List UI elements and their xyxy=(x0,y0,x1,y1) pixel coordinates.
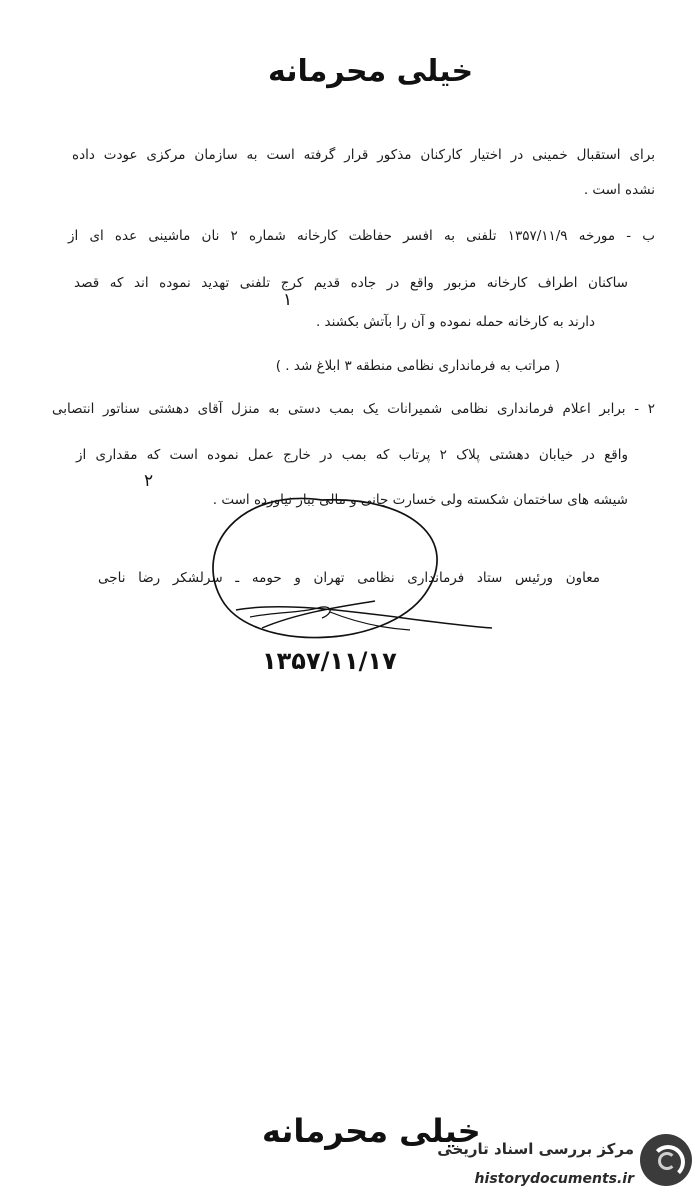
handwritten-mark-1: ۱ xyxy=(283,290,293,310)
logo-inner-swirl-icon xyxy=(658,1152,676,1170)
handwritten-date: ۱۳۵۷/۱۱/۱۷ xyxy=(262,647,397,675)
document-line-2: نشده است . xyxy=(583,182,655,198)
document-line-4: ساکنان اطراف کارخانه مزبور واقع در جاده قدیم کرج تلفنی تهدید نموده اند که قصد xyxy=(74,275,628,291)
document-line-3: ب - مورخه ۱۳۵۷/۱۱/۹ تلفنی به افسر حفاظت کارخانه شماره ۲ نان ماشینی عده ای از xyxy=(68,228,655,244)
watermark-url: historydocuments.ir xyxy=(474,1171,634,1187)
handwritten-mark-2: ۲ xyxy=(144,471,154,491)
document-line-5: دارند به کارخانه حمله نموده و آن را بآتش بکشند . xyxy=(315,314,595,330)
header-classification-title: خیلی محرمانه xyxy=(268,54,474,89)
archive-logo-icon xyxy=(640,1134,692,1186)
document-line-7: ۲ - برابر اعلام فرمانداری نظامی شمیرانات یک بمب دستی به منزل آقای دهشتی سناتور انتصابی xyxy=(52,401,655,417)
watermark-org-name: مرکز بررسی اسناد تاریخی xyxy=(437,1140,634,1158)
document-line-9: شیشه های ساختمان شکسته ولی خسارت جانی و مالی ببار نیاورده است . xyxy=(212,492,628,508)
footer-classification-title: خیلی محرمانه xyxy=(262,1112,481,1150)
document-line-1: برای استقبال خمینی در اختیار کارکنان مذکور قرار گرفته است به سازمان مرکزی عودت داده xyxy=(72,147,655,163)
signer-line: معاون ورئیس ستاد فرمانداری نظامی تهران و حومه ـ سرلشکر رضا ناجی xyxy=(98,570,600,586)
document-line-8: واقع در خیابان دهشتی پلاک ۲ پرتاب که بمب در خارج عمل نموده است که مقداری از xyxy=(76,447,629,463)
document-line-6: ( مراتب به فرمانداری نظامی منطقه ۳ ابلاغ شد . ) xyxy=(275,358,560,374)
